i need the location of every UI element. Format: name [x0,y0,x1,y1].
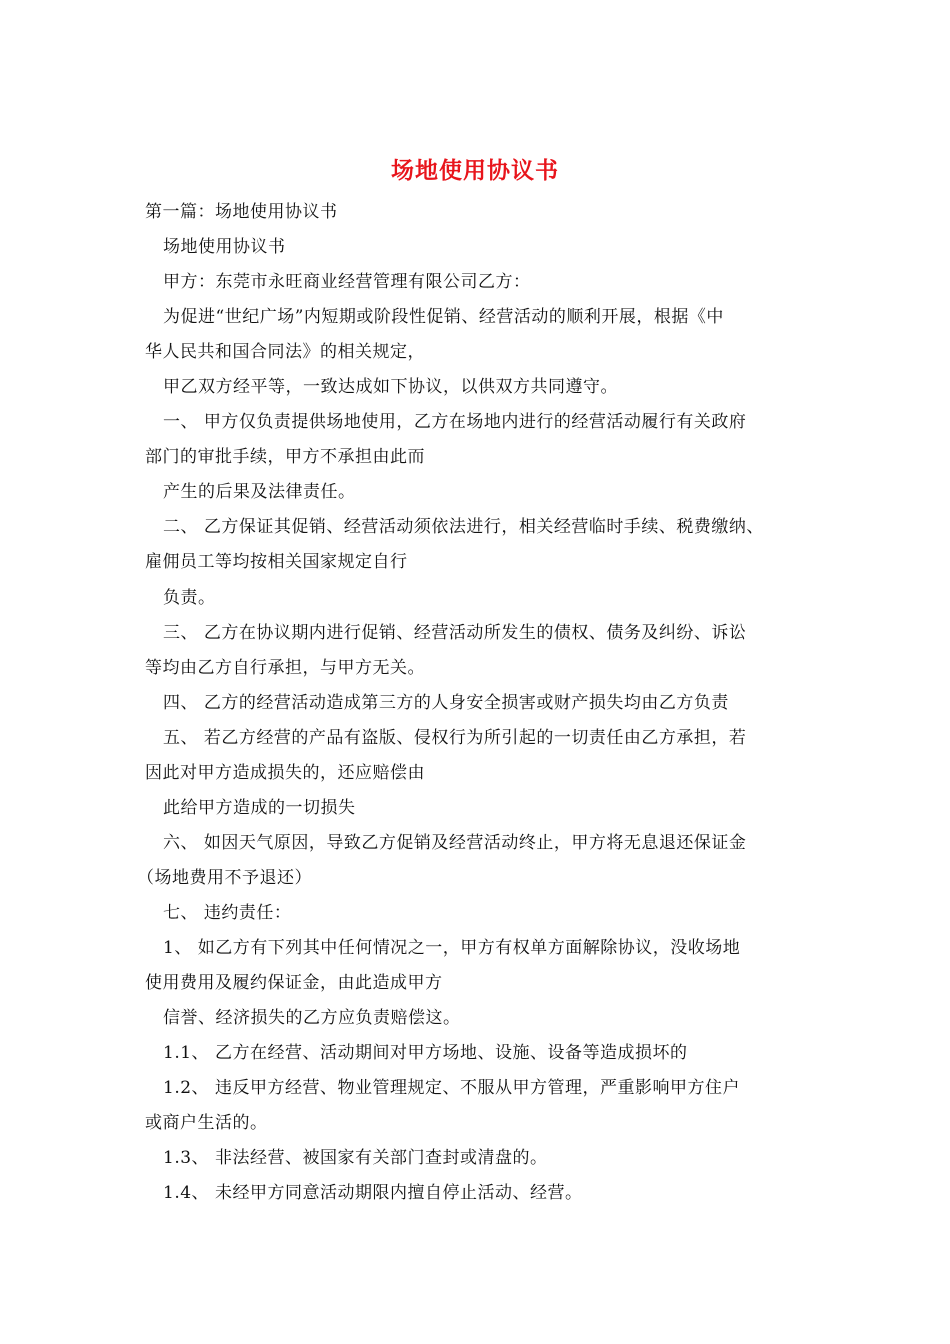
clause-line: 1.3、 非法经营、被国家有关部门查封或清盘的。 [163,1148,548,1168]
paragraph-line: 甲方：东莞市永旺商业经营管理有限公司乙方： [163,272,531,292]
section-heading: 第一篇：场地使用协议书 [145,202,338,222]
clause-line: （场地费用不予退还） [137,868,312,888]
clause-line: 因此对甲方造成损失的，还应赔偿由 [145,763,425,783]
clause-line: 雇佣员工等均按相关国家规定自行 [145,552,408,572]
clause-line: 使用费用及履约保证金，由此造成甲方 [145,973,443,993]
clause-line: 产生的后果及法律责任。 [163,482,356,502]
document-title: 场地使用协议书 [391,157,559,184]
clause-line: 1.4、 未经甲方同意活动期限内擅自停止活动、经营。 [163,1183,583,1203]
paragraph-line: 为促进“世纪广场”内短期或阶段性促销、经营活动的顺利开展，根据《中 [163,307,724,327]
paragraph-line: 华人民共和国合同法》的相关规定， [145,342,425,362]
paragraph-line: 甲乙双方经平等，一致达成如下协议，以供双方共同遵守。 [163,377,618,397]
clause-line: 三、 乙方在协议期内进行促销、经营活动所发生的债权、债务及纠纷、诉讼 [163,623,747,643]
clause-line: 负责。 [163,588,216,608]
clause-line: 六、 如因天气原因，导致乙方促销及经营活动终止，甲方将无息退还保证金 [163,833,747,853]
clause-line: 或商户生活的。 [145,1113,268,1133]
clause-line: 一、 甲方仅负责提供场地使用，乙方在场地内进行的经营活动履行有关政府 [163,412,747,432]
clause-line: 此给甲方造成的一切损失 [163,798,356,818]
clause-line: 1.2、 违反甲方经营、物业管理规定、不服从甲方管理，严重影响甲方住户 [163,1078,740,1098]
clause-line: 1.1、 乙方在经营、活动期间对甲方场地、设施、设备等造成损坏的 [163,1043,688,1063]
clause-line: 五、 若乙方经营的产品有盗版、侵权行为所引起的一切责任由乙方承担，若 [163,728,747,748]
paragraph-line: 场地使用协议书 [163,237,286,257]
clause-line: 信誉、经济损失的乙方应负责赔偿这。 [163,1008,461,1028]
clause-line: 部门的审批手续，甲方不承担由此而 [145,447,425,467]
clause-line: 四、 乙方的经营活动造成第三方的人身安全损害或财产损失均由乙方负责 [163,693,729,713]
clause-line: 1、 如乙方有下列其中任何情况之一，甲方有权单方面解除协议，没收场地 [163,938,741,958]
clause-line: 七、 违约责任： [163,903,292,923]
clause-line: 二、 乙方保证其促销、经营活动须依法进行，相关经营临时手续、税费缴纳、 [163,517,764,537]
clause-line: 等均由乙方自行承担，与甲方无关。 [145,658,425,678]
